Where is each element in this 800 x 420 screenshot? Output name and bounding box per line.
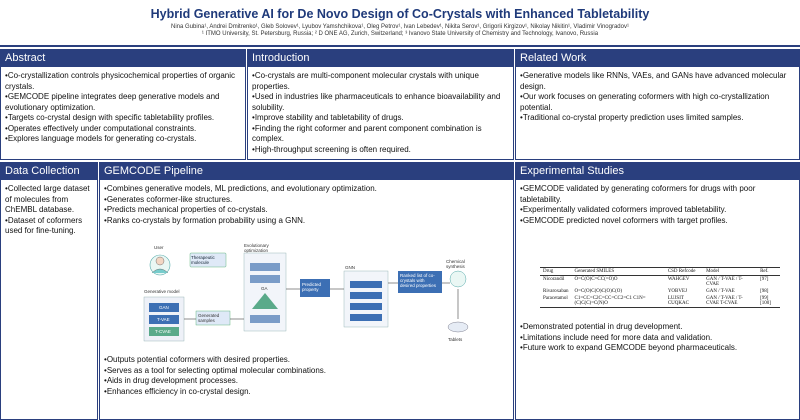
data-collection-heading: Data Collection: [1, 163, 97, 180]
table-cell: WAHGEV: [667, 277, 690, 282]
data-collection-panel: [0, 162, 98, 420]
table-cell: O=C(O)C(O)C(O)C(O): [574, 289, 623, 294]
list-item: • Aids in drug development processes.: [104, 376, 506, 387]
table-header-cell: Ref.: [757, 268, 780, 276]
list-item: • Serves as a tool for selecting optimal molecular combinations.: [104, 366, 506, 377]
fig-gan-label: GAN: [159, 305, 169, 310]
list-item: • Our work focuses on generating coformers with high co-crystallization potential.: [520, 92, 795, 113]
related-work-heading: Related Work: [516, 50, 799, 67]
list-item: • Explores language models for generating co-crystals.: [5, 134, 241, 145]
pipeline-heading: GEMCODE Pipeline: [100, 163, 513, 180]
poster-header: [0, 0, 800, 47]
list-item: • GEMCODE pipeline integrates deep generative models and evolutionary optimization.: [5, 92, 241, 113]
pipeline-list-top: [104, 184, 509, 226]
table-cell: O=C(O)C=CC(=O)O: [574, 277, 618, 282]
list-item: • Outputs potential coformers with desired properties.: [104, 355, 506, 366]
data-collection-list: [5, 184, 93, 237]
results-table: [540, 267, 780, 308]
list-item: • Improve stability and tabletability of drugs.: [252, 113, 509, 124]
table-header-cell: Model: [703, 268, 757, 276]
table-header-cell: Drug: [540, 268, 572, 276]
list-item: • Enhances efficiency in co-crystal design.: [104, 387, 506, 398]
related-work-list: [520, 71, 795, 124]
table-cell: LUJSIT CUQKAC: [665, 295, 703, 308]
list-item: • GEMCODE predicted novel coformers with target profiles.: [520, 216, 795, 227]
introduction-list: [252, 71, 509, 155]
poster-affiliations: ¹ ITMO University, St. Petersburg, Russia; ² D ONE AG, Zurich, Switzerland; ³ Ivanovo State University of Chemistry and Technology, Ivanovo, Russia: [201, 31, 599, 37]
table-cell: GAN / T-VAE / T-CVAE T-CVAE: [703, 295, 757, 308]
table-cell: Nicorandil: [543, 277, 565, 282]
abstract-list: [5, 71, 241, 145]
list-item: • Traditional co-crystal property prediction uses limited samples.: [520, 113, 795, 124]
table-cell: Rivaroxaban: [543, 289, 569, 294]
pipeline-figure: [140, 241, 480, 351]
abstract-heading: Abstract: [1, 50, 245, 67]
experimental-panel: [515, 162, 800, 420]
experimental-heading: Experimental Studies: [516, 163, 799, 180]
table-header-row: [540, 268, 780, 276]
experimental-list-top: [520, 184, 795, 226]
table-header-cell: CSD Refcode: [665, 268, 703, 276]
fig-ga-label: GA: [261, 286, 268, 291]
list-item: • Experimentally validated coformers improved tabletability.: [520, 205, 795, 216]
table-cell: Paracetamol: [540, 295, 572, 308]
table-cell: GAN / T-VAE: [706, 289, 735, 294]
table-cell: [98]: [760, 289, 769, 294]
abstract-panel: [0, 49, 246, 160]
pipeline-panel: [99, 162, 514, 420]
fig-gnn-label: GNN: [345, 265, 355, 270]
poster-title: Hybrid Generative AI for De Novo Design of Co-Crystals with Enhanced Tabletability: [150, 7, 650, 21]
poster-authors: Nina Gubina¹, Andrei Dmitrenko¹, Gleb Solovev¹, Lyubov Yamshchikova¹, Oleg Petrov¹, Ivan Lebedev¹, Nikita Serov¹, Grigorii Kirgizov¹, Nikolay Nikitin¹, Vladimir Vinogradov¹: [171, 24, 629, 30]
fig-generative-label: Generative model: [144, 289, 180, 294]
list-item: • Finding the right coformer and parent component combination is complex.: [252, 124, 509, 145]
list-item: • Operates effectively under computational constraints.: [5, 124, 241, 135]
table-row: [540, 288, 780, 295]
list-item: • Demonstrated potential in drug development.: [520, 322, 792, 333]
list-item: • Generates coformer-like structures.: [104, 195, 509, 206]
introduction-panel: [247, 49, 514, 160]
list-item: • High-throughput screening is often required.: [252, 145, 509, 156]
list-item: • Dataset of coformers used for fine-tuning.: [5, 216, 93, 237]
list-item: • Ranks co-crystals by formation probability using a GNN.: [104, 216, 509, 227]
fig-generated-label: Generated samples: [198, 313, 220, 323]
fig-therapeutic-label: Therapeutic molecule: [191, 255, 215, 265]
list-item: • Limitations include need for more data and validation.: [520, 333, 792, 344]
fig-user-label: User: [154, 245, 164, 250]
table-header-cell: Generated SMILES: [572, 268, 665, 276]
fig-chemical-label: Chemical synthesis: [446, 259, 465, 269]
fig-tablets-label: Tablets: [448, 337, 463, 342]
table-cell: [99] [100]: [757, 295, 780, 308]
table-row: [540, 295, 780, 308]
fig-predicted-label: Predicted property: [302, 282, 322, 292]
table-row: [540, 276, 780, 289]
table-cell: C1=CC=C2C=CC=CC2=C1 C1N=(C)C(C)=C(N)O: [572, 295, 665, 308]
list-item: • Used in industries like pharmaceuticals to enhance bioavailability and solubility.: [252, 92, 509, 113]
list-item: • Co-crystallization controls physicochemical properties of organic crystals.: [5, 71, 241, 92]
fig-tvae-label: T-VAE: [157, 317, 170, 322]
pipeline-list-bottom: [104, 355, 506, 397]
fig-ranked-label: Ranked list of co-crystals with desired properties: [400, 273, 437, 288]
fig-tcvae-label: T-CVAE: [155, 329, 171, 334]
fig-evolutionary-label: Evolutionary optimization: [244, 243, 269, 253]
list-item: • Future work to expand GEMCODE beyond pharmaceuticals.: [520, 343, 792, 354]
list-item: • Predicts mechanical properties of co-crystals.: [104, 205, 509, 216]
introduction-heading: Introduction: [248, 50, 513, 67]
list-item: • Generative models like RNNs, VAEs, and GANs have advanced molecular design.: [520, 71, 795, 92]
list-item: • GEMCODE validated by generating coformers for drugs with poor tabletability.: [520, 184, 795, 205]
list-item: • Combines generative models, ML predictions, and evolutionary optimization.: [104, 184, 509, 195]
table-cell: [97]: [760, 277, 769, 282]
list-item: • Targets co-crystal design with specific tabletability profiles.: [5, 113, 241, 124]
list-item: • Collected large dataset of molecules from ChEMBL database.: [5, 184, 93, 216]
table-cell: YOBVEJ: [667, 289, 687, 294]
related-work-panel: [515, 49, 800, 160]
experimental-list-bottom: [520, 322, 792, 354]
list-item: • Co-crystals are multi-component molecular crystals with unique properties.: [252, 71, 509, 92]
table-cell: GAN / T-VAE / T-CVAE: [706, 277, 743, 287]
